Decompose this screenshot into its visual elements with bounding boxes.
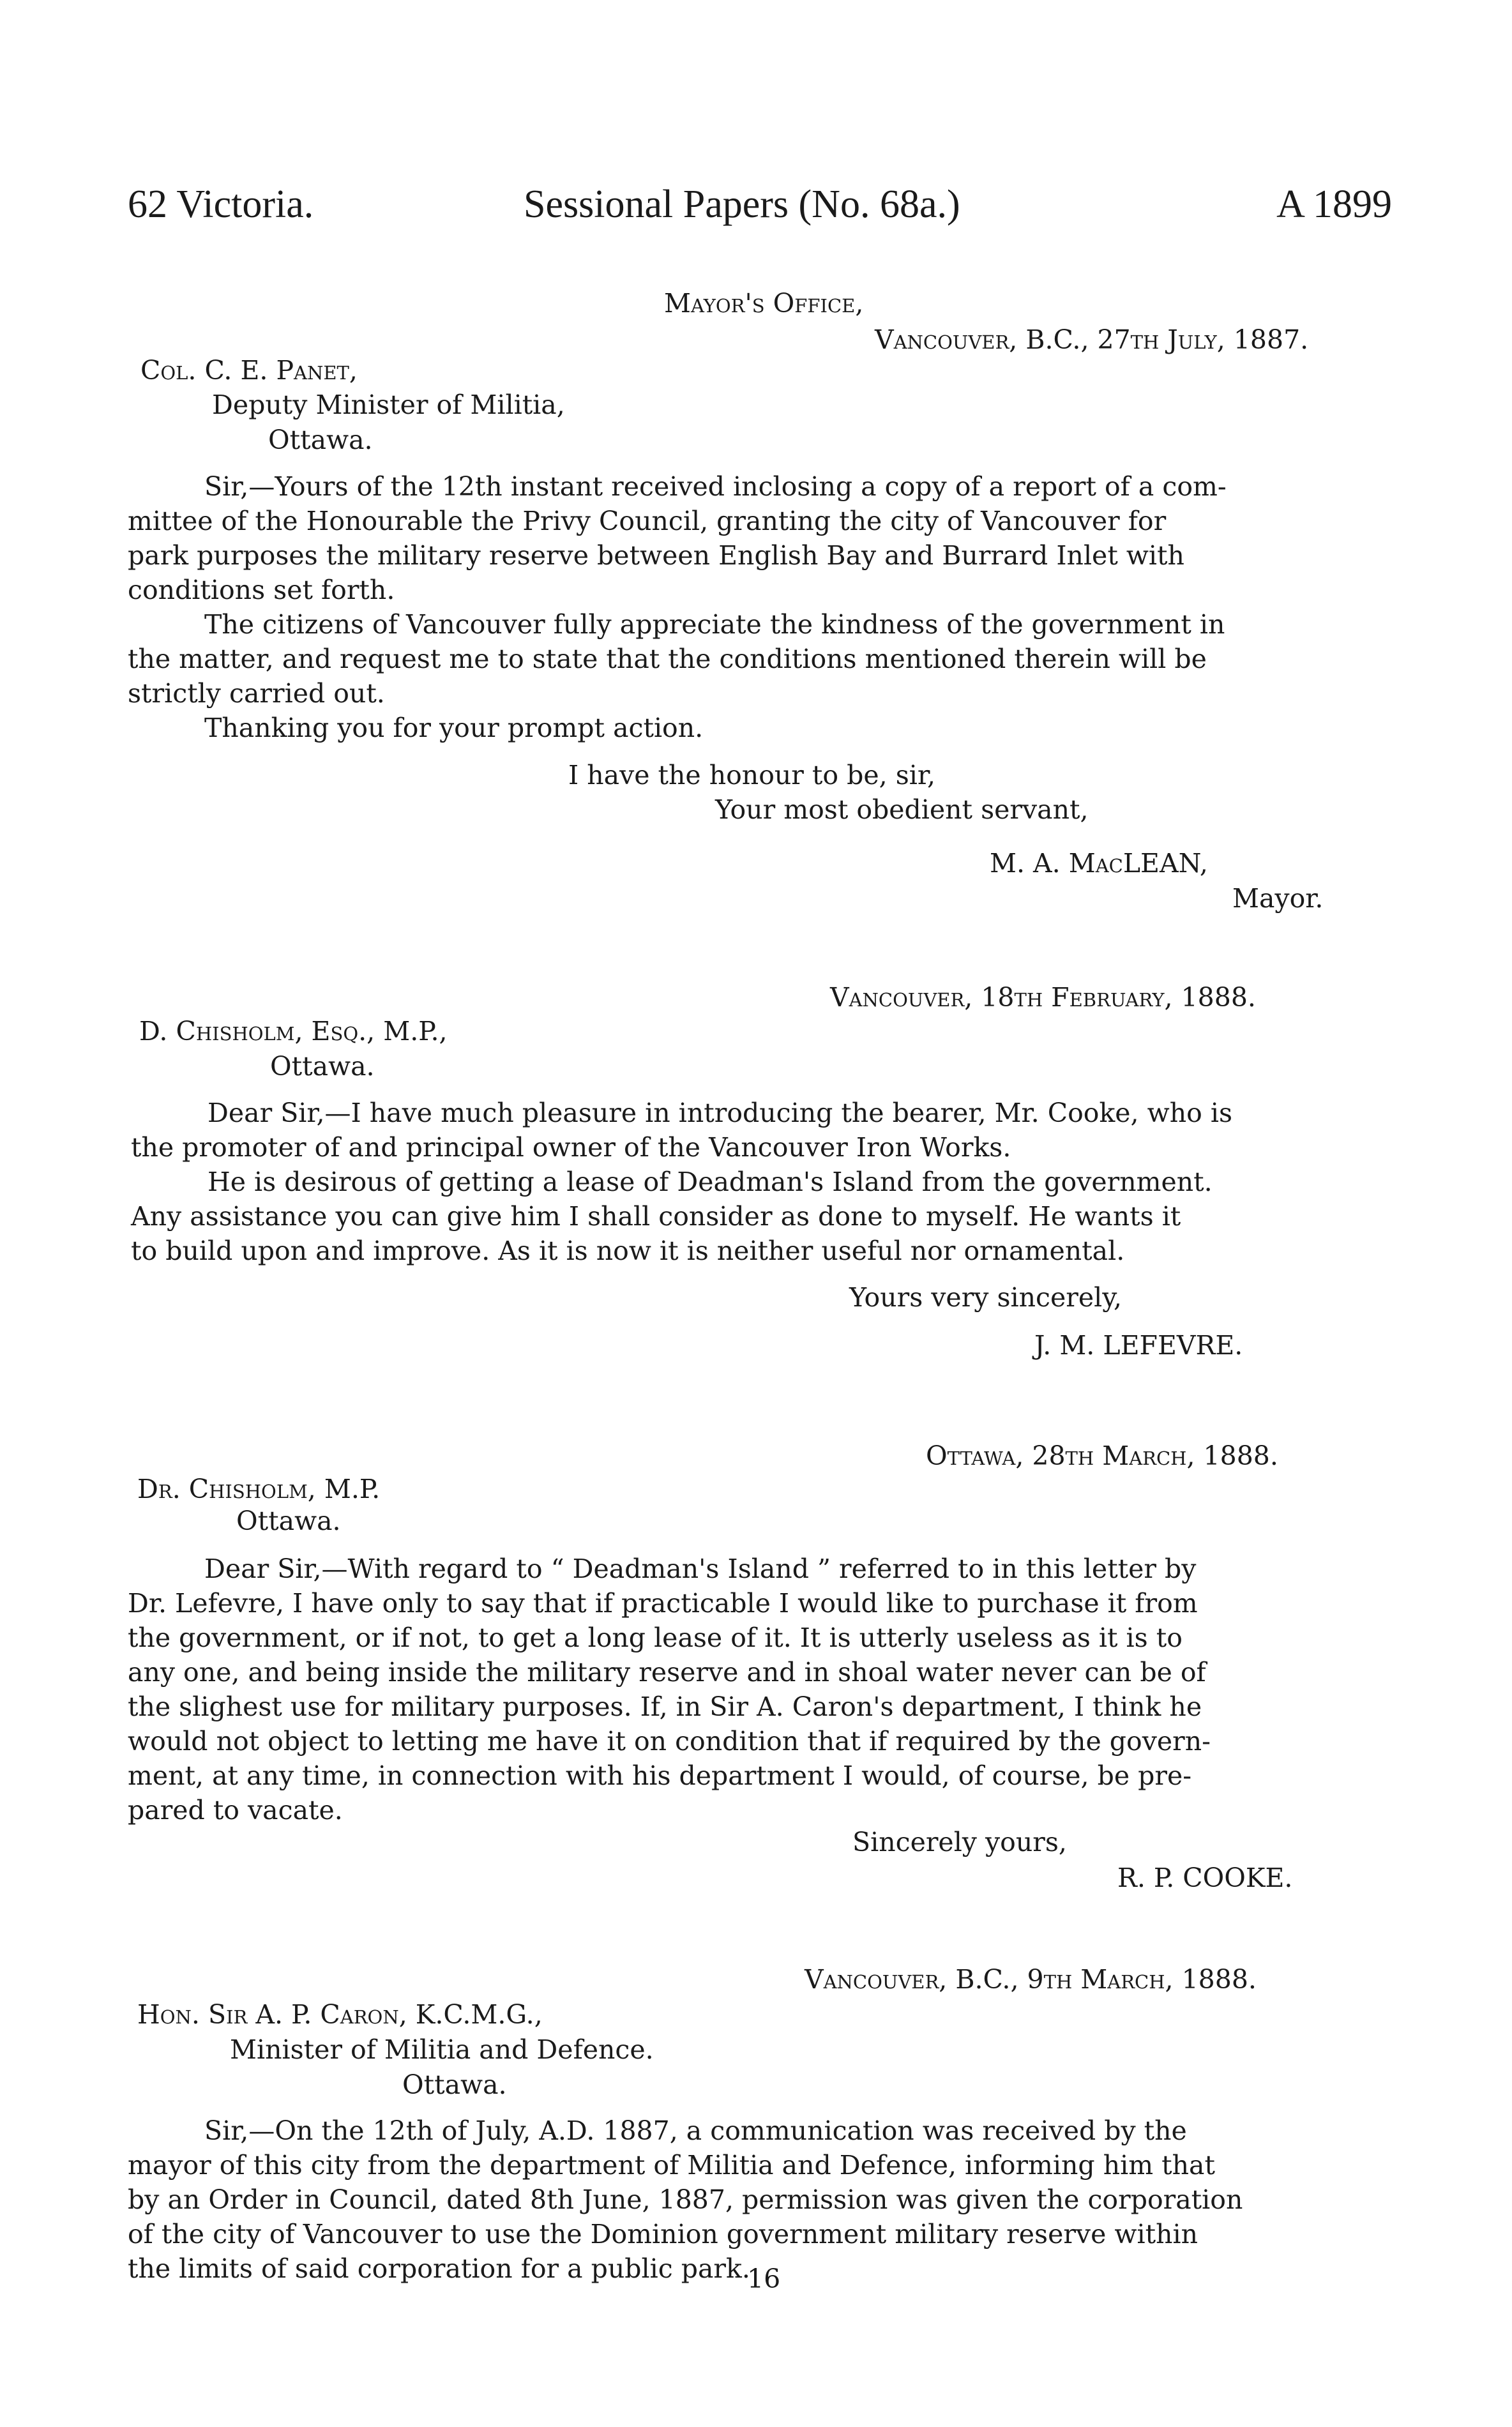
page-number: 16 xyxy=(747,2264,781,2294)
letter1-place-date: Vancouver, B.C., 27th July, 1887. xyxy=(875,324,1309,355)
letter2-signature: J. M. LEFEVRE. xyxy=(1034,1330,1243,1361)
letter4-recipient-city: Ottawa. xyxy=(402,2069,507,2100)
body-line: would not object to letting me have it on condition that if required by the govern- xyxy=(128,1726,1211,1757)
letter3-signature: R. P. COOKE. xyxy=(1117,1863,1293,1893)
body-line: Sir,—On the 12th of July, A.D. 1887, a communication was received by the xyxy=(204,2115,1187,2146)
body-line: Dear Sir,—I have much pleasure in introducing the bearer, Mr. Cooke, who is xyxy=(208,1098,1232,1128)
body-line: Any assistance you can give him I shall consider as done to myself. He wants it xyxy=(131,1201,1181,1232)
letter2-recipient-city: Ottawa. xyxy=(270,1051,375,1082)
body-line: He is desirous of getting a lease of Deadman's Island from the government. xyxy=(208,1167,1213,1197)
body-line: by an Order in Council, dated 8th June, 1887, permission was given the corporation xyxy=(128,2184,1243,2215)
letter1-body xyxy=(128,469,1392,745)
letter4-recipient-name: Hon. Sir A. P. Caron, K.C.M.G., xyxy=(137,1999,543,2030)
letter3-recipient-name: Dr. Chisholm, M.P. xyxy=(137,1474,381,1504)
letter1-origin: Mayor's Office, xyxy=(664,288,864,319)
body-line: Dear Sir,—With regard to “ Deadman's Island ” referred to in this letter by xyxy=(204,1554,1197,1584)
letter4-recipient-title: Minister of Militia and Defence. xyxy=(230,2034,654,2065)
body-line: of the city of Vancouver to use the Dominion government military reserve within xyxy=(128,2219,1198,2249)
letter1-signature: M. A. MacLEAN, xyxy=(990,848,1208,879)
body-line: conditions set forth. xyxy=(128,575,395,605)
letter2-place-date: Vancouver, 18th February, 1888. xyxy=(830,982,1256,1013)
body-line: strictly carried out. xyxy=(128,678,385,709)
body-line: Dr. Lefevre, I have only to say that if practicable I would like to purchase it from xyxy=(128,1588,1198,1619)
body-line: the promoter of and principal owner of the Vancouver Iron Works. xyxy=(131,1132,1011,1163)
body-line: The citizens of Vancouver fully appreciate the kindness of the government in xyxy=(204,609,1225,640)
body-line: ment, at any time, in connection with his department I would, of course, be pre- xyxy=(128,1760,1192,1791)
letter4-body xyxy=(128,2113,1395,2286)
body-line: to build upon and improve. As it is now it is neither useful nor ornamental. xyxy=(131,1236,1125,1266)
letter1-recipient-city: Ottawa. xyxy=(268,425,373,455)
letter1-recipient-name: Col. C. E. Panet, xyxy=(140,355,358,386)
letter2-closing: Yours very sincerely, xyxy=(849,1282,1122,1313)
body-line: the slighest use for military purposes. If, in Sir A. Caron's department, I think he xyxy=(128,1691,1202,1722)
letter1-closing-1: I have the honour to be, sir, xyxy=(568,760,935,790)
body-line: mayor of this city from the department of Militia and Defence, informing him that xyxy=(128,2150,1215,2181)
letter2-body xyxy=(131,1096,1395,1268)
letter3-body xyxy=(128,1552,1395,1827)
letter3-closing: Sincerely yours, xyxy=(852,1827,1067,1857)
body-line: the limits of said corporation for a public park. xyxy=(128,2253,750,2284)
letter1-closing-2: Your most obedient servant, xyxy=(715,794,1089,825)
letter1-recipient-title: Deputy Minister of Militia, xyxy=(212,389,565,420)
body-line: mittee of the Honourable the Privy Council, granting the city of Vancouver for xyxy=(128,506,1167,536)
letter2-recipient-name: D. Chisholm, Esq., M.P., xyxy=(139,1016,448,1047)
header-year: A 1899 xyxy=(1276,183,1392,226)
page-header xyxy=(128,182,1392,239)
header-session: 62 Victoria. xyxy=(128,183,314,226)
body-line: any one, and being inside the military reserve and in shoal water never can be of xyxy=(128,1657,1206,1688)
body-line: park purposes the military reserve between English Bay and Burrard Inlet with xyxy=(128,540,1184,571)
letter1-signer-title: Mayor. xyxy=(1232,883,1324,914)
body-line: pared to vacate. xyxy=(128,1795,343,1826)
body-line: Thanking you for your prompt action. xyxy=(204,713,704,743)
header-title: Sessional Papers (No. 68a.) xyxy=(524,183,960,226)
body-line: the matter, and request me to state that the conditions mentioned therein will be xyxy=(128,644,1207,674)
letter3-recipient-city: Ottawa. xyxy=(236,1506,341,1536)
body-line: Sir,—Yours of the 12th instant received inclosing a copy of a report of a com- xyxy=(204,471,1227,502)
letter3-place-date: Ottawa, 28th March, 1888. xyxy=(926,1440,1278,1471)
body-line: the government, or if not, to get a long lease of it. It is utterly useless as it is to xyxy=(128,1622,1183,1653)
letter4-place-date: Vancouver, B.C., 9th March, 1888. xyxy=(805,1964,1257,1995)
